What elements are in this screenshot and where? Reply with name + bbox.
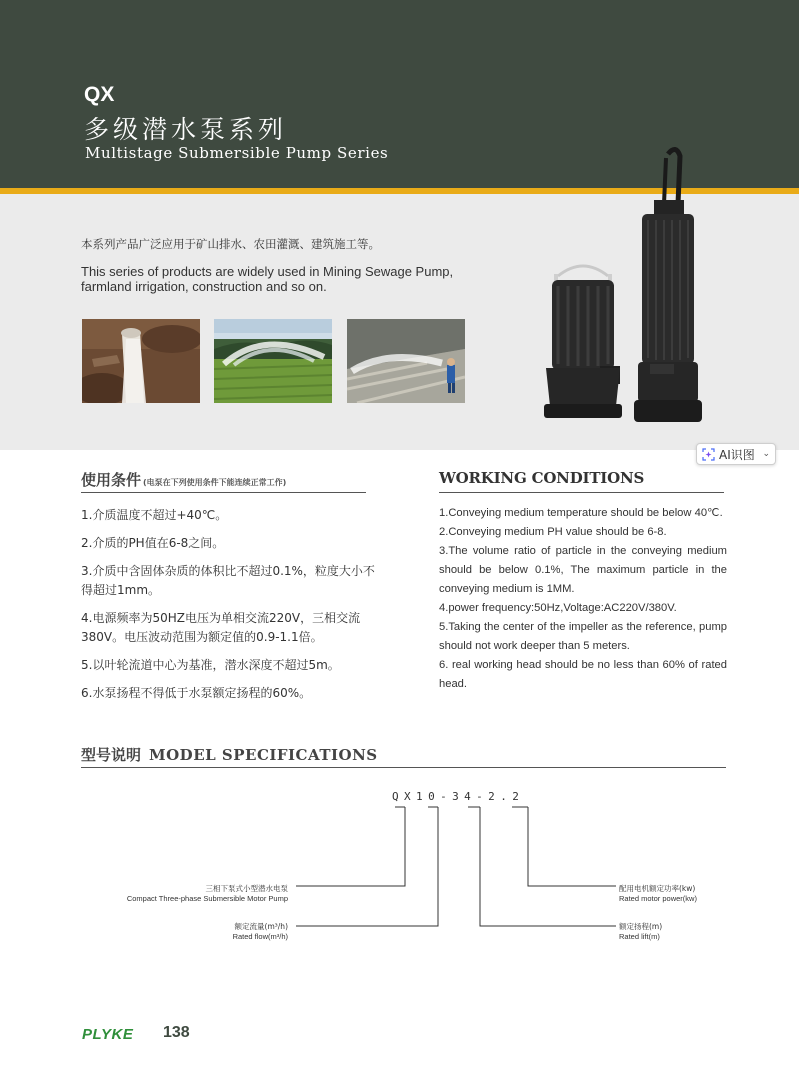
working-conditions-label-cn: 使用条件 <box>81 471 142 489</box>
intro-section <box>0 194 799 450</box>
working-conditions-title-cn <box>81 469 286 490</box>
label-pump-type-en: Compact Three-phase Submersible Motor Pump <box>126 894 288 903</box>
list-item: 5.以叶轮流道中心为基准，潜水深度不超过5m。 <box>81 658 340 672</box>
model-code-diagram <box>0 780 799 960</box>
label-rated-lift-en: Rated lift(m) <box>619 932 660 941</box>
photo-mining-drainage <box>82 319 200 403</box>
chevron-down-icon: ⌄ <box>762 449 770 459</box>
conditions-list-cn <box>81 506 381 712</box>
product-code: QX <box>84 83 115 106</box>
model-spec-title <box>81 744 378 765</box>
list-item: 2.介质的PH值在6-8之间。 <box>81 536 225 550</box>
ai-button-label: AI识图 <box>719 447 755 462</box>
label-rated-flow-en: Rated flow(m³/h) <box>232 932 288 941</box>
label-rated-flow <box>233 921 288 941</box>
label-motor-power <box>619 883 697 903</box>
brand-logo: PLYKE <box>82 1026 134 1043</box>
label-rated-lift <box>619 921 662 941</box>
list-item: 1.介质温度不超过+40℃。 <box>81 508 228 522</box>
page-number: 138 <box>163 1024 190 1041</box>
title-chinese: 多级潜水泵系列 <box>84 115 288 144</box>
model-code: QX10-34-2.2 <box>392 790 525 803</box>
diagram-lines <box>0 780 799 960</box>
label-motor-power-en: Rated motor power(kw) <box>619 894 697 903</box>
model-spec-title-en: MODEL SPECIFICATIONS <box>149 746 378 764</box>
list-item: 6. real working head should be no less than 60% of rated head. <box>439 659 727 690</box>
label-rated-flow-cn: 额定流量(m³/h) <box>234 922 288 931</box>
pump-small-image <box>538 256 628 426</box>
ai-scan-icon <box>702 448 715 461</box>
list-item: 3.介质中含固体杂质的体积比不超过0.1%，粒度大小不得超过1mm。 <box>81 564 375 597</box>
conditions-list-en <box>439 504 727 694</box>
label-pump-type <box>127 883 288 903</box>
list-item: 3.The volume ratio of particle in the conveying medium should be below 0.1%, The maximum particle in the conveying medium is 1MM. <box>439 545 727 595</box>
list-item: 2.Conveying medium PH value should be 6-8. <box>439 526 667 538</box>
intro-text-english: This series of products are widely used in Mining Sewage Pump, farmland irrigation, construction and so on. <box>81 264 454 294</box>
working-conditions-subtitle-cn: (电泵在下列使用条件下能连续正常工作) <box>143 478 287 487</box>
label-rated-lift-cn: 额定扬程(m) <box>619 922 663 931</box>
title-english: Multistage Submersible Pump Series <box>85 144 389 162</box>
divider <box>439 492 724 493</box>
list-item: 4.电源频率为50HZ电压为单相交流220V，三相交流380V。电压波动范围为额定值的0.9-1.1倍。 <box>81 611 361 644</box>
model-spec-title-cn: 型号说明 <box>81 746 142 764</box>
list-item: 1.Conveying medium temperature should be below 40℃. <box>439 507 723 519</box>
list-item: 5.Taking the center of the impeller as the reference, pump should not work deeper than 5 meters. <box>439 621 727 652</box>
photo-farm-irrigation <box>214 319 332 403</box>
pump-multistage-image <box>628 144 708 434</box>
divider <box>81 767 726 768</box>
photo-construction <box>347 319 465 403</box>
divider <box>81 492 366 493</box>
working-conditions-title-en: WORKING CONDITIONS <box>439 469 645 487</box>
list-item: 6.水泵扬程不得低于水泵额定扬程的60%。 <box>81 686 312 700</box>
label-motor-power-cn: 配用电机额定功率(kw) <box>619 884 696 893</box>
intro-text-chinese: 本系列产品广泛应用于矿山排水、农田灌溉、建筑施工等。 <box>81 237 380 251</box>
ai-image-recognition-button[interactable] <box>696 443 776 465</box>
label-pump-type-cn: 三相下泵式小型潜水电泵 <box>205 884 288 893</box>
list-item: 4.power frequency:50Hz,Voltage:AC220V/380V. <box>439 602 677 614</box>
